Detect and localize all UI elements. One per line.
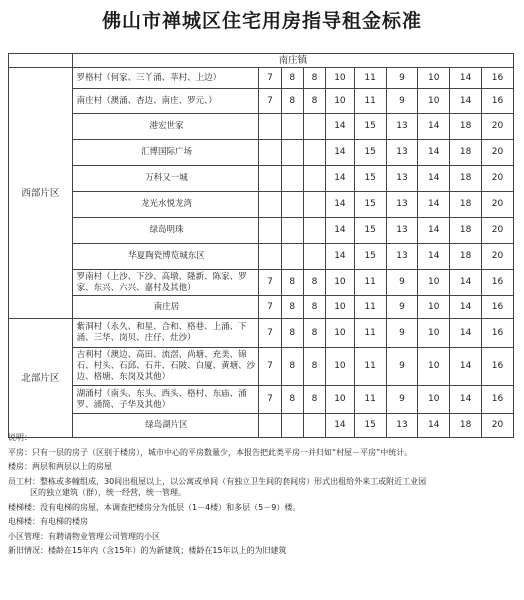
rent-value: 18 (450, 414, 482, 438)
rent-value: 14 (418, 192, 450, 218)
rent-value: 7 (259, 348, 281, 386)
rent-value: 8 (281, 319, 303, 348)
table-row (9, 218, 514, 244)
rent-value (259, 192, 281, 218)
rent-value: 13 (386, 192, 418, 218)
rent-value: 10 (326, 348, 355, 386)
rent-value: 14 (450, 319, 482, 348)
rent-value: 14 (326, 166, 355, 192)
note-staff-village: 员工村：整栋或多幢组成，30间出租屋以上，以公寓或单间（有独立卫生间的套间房）形式出租给外来工或附近工业园 (8, 476, 427, 486)
rent-value: 18 (450, 140, 482, 166)
table-row (9, 386, 514, 414)
rent-value (303, 192, 325, 218)
rent-value: 8 (281, 89, 303, 114)
rent-value: 8 (303, 386, 325, 414)
rent-value (281, 192, 303, 218)
location-name: 港宏世家 (72, 114, 259, 140)
rent-value: 14 (418, 218, 450, 244)
area-north: 北部片区 (9, 319, 73, 438)
town-header-row (9, 54, 514, 68)
rent-value: 14 (450, 270, 482, 296)
rent-value: 8 (303, 270, 325, 296)
rent-value: 11 (354, 270, 386, 296)
rent-value: 8 (303, 68, 325, 89)
location-name: 南庄居 (72, 296, 259, 319)
rent-value: 15 (354, 244, 386, 270)
rent-value: 8 (281, 296, 303, 319)
rent-value: 8 (303, 348, 325, 386)
rent-value: 7 (259, 296, 281, 319)
rent-value: 15 (354, 166, 386, 192)
rent-value (303, 218, 325, 244)
rent-value: 20 (482, 414, 514, 438)
rent-value: 10 (418, 270, 450, 296)
location-name: 紫洞村（永久、和星、合和、格巷、上涌、下涌、三华、岗贝、庄仔、灶沙） (72, 319, 259, 348)
rent-value (303, 166, 325, 192)
note-stair-building: 楼梯楼：没有电梯的房屋，本调查把楼房分为低层（1－4楼）和多层（5－9）楼。 (8, 502, 301, 512)
rent-value: 7 (259, 386, 281, 414)
rent-value: 7 (259, 89, 281, 114)
rent-value: 11 (354, 68, 386, 89)
rent-value: 15 (354, 218, 386, 244)
rent-value: 10 (326, 296, 355, 319)
rent-value (259, 114, 281, 140)
note-building: 楼房：两层和两层以上的房屋 (8, 462, 112, 471)
table-row (9, 89, 514, 114)
note-managed-community: 小区管理：有聘请物业管理公司管理的小区 (8, 531, 160, 541)
rent-value (303, 114, 325, 140)
rent-value: 9 (386, 68, 418, 89)
table-row (9, 296, 514, 319)
rent-value: 18 (450, 114, 482, 140)
rent-value (259, 166, 281, 192)
table-row (9, 68, 514, 89)
rent-value: 14 (326, 414, 355, 438)
town-name: 南庄镇 (72, 54, 513, 68)
rent-value: 10 (418, 296, 450, 319)
rent-value: 14 (450, 68, 482, 89)
rent-value: 14 (326, 140, 355, 166)
rent-value: 16 (482, 348, 514, 386)
notes-section (8, 432, 514, 560)
table-row (9, 348, 514, 386)
table-row (9, 270, 514, 296)
rent-value: 14 (326, 244, 355, 270)
rent-value: 11 (354, 386, 386, 414)
rent-value (259, 218, 281, 244)
rent-value: 13 (386, 140, 418, 166)
rent-value: 7 (259, 270, 281, 296)
rent-value: 8 (281, 386, 303, 414)
location-name: 华夏陶瓷博览城东区 (72, 244, 259, 270)
note-bungalow: 平房：只有一层的房子（区别于楼房），城市中心的平房数量少，本报告把此类平房一并归如“村屋－平房”中统计。 (8, 447, 413, 457)
rent-value (259, 140, 281, 166)
table-row (9, 244, 514, 270)
rent-value: 15 (354, 192, 386, 218)
rent-value: 10 (326, 319, 355, 348)
location-name: 吉利村（澳边、高田、流滘、尚塘、充美、锦石、村头、石邱、石井、石陂、白厦、黄塘、沙边、格塘、东岗及其他） (72, 348, 259, 386)
rent-value: 14 (450, 386, 482, 414)
rent-value: 10 (326, 386, 355, 414)
area-west: 西部片区 (9, 68, 73, 319)
location-name: 龙光水悦龙湾 (72, 192, 259, 218)
rent-value: 13 (386, 244, 418, 270)
rent-value: 9 (386, 89, 418, 114)
rent-value (281, 244, 303, 270)
rent-value (303, 140, 325, 166)
rent-value: 13 (386, 166, 418, 192)
rent-value: 8 (281, 348, 303, 386)
rent-value: 13 (386, 114, 418, 140)
rent-value (281, 140, 303, 166)
rent-value: 18 (450, 166, 482, 192)
rent-value: 15 (354, 140, 386, 166)
rent-value: 8 (303, 319, 325, 348)
rent-value: 9 (386, 386, 418, 414)
rent-value: 9 (386, 296, 418, 319)
rent-value: 7 (259, 68, 281, 89)
rent-value: 9 (386, 319, 418, 348)
note-building-age: 新旧情况：楼龄在15年内（含15年）的为新建筑；楼龄在15年以上的为旧建筑 (8, 546, 287, 555)
location-name: 罗格村（何家、三丫涌、莘村、上边） (72, 68, 259, 89)
table-row (9, 319, 514, 348)
rent-value: 18 (450, 244, 482, 270)
rent-value: 8 (281, 270, 303, 296)
rent-value: 15 (354, 414, 386, 438)
rent-value: 11 (354, 319, 386, 348)
rent-value: 10 (418, 319, 450, 348)
rent-value: 13 (386, 218, 418, 244)
rent-value: 16 (482, 296, 514, 319)
page-title: 佛山市禅城区住宅用房指导租金标准 (101, 10, 422, 32)
rent-value: 10 (326, 68, 355, 89)
rent-table (8, 53, 514, 438)
notes-heading: 说明： (8, 433, 32, 442)
location-name: 绿岛湖片区 (72, 414, 259, 438)
rent-value (281, 114, 303, 140)
rent-value: 14 (450, 296, 482, 319)
location-name: 罗南村（上沙、下沙、高墩、隆新、陈家、罗家、东兴、六兴、嘉村及其他） (72, 270, 259, 296)
rent-value: 8 (303, 296, 325, 319)
rent-value: 18 (450, 218, 482, 244)
rent-value: 10 (418, 386, 450, 414)
location-name: 汇博国际广场 (72, 140, 259, 166)
rent-value: 14 (326, 218, 355, 244)
rent-value: 18 (450, 192, 482, 218)
location-name: 绿岛明珠 (72, 218, 259, 244)
table-row (9, 166, 514, 192)
rent-value: 10 (418, 89, 450, 114)
rent-value: 10 (418, 68, 450, 89)
rent-value: 16 (482, 89, 514, 114)
rent-value (303, 244, 325, 270)
rent-value: 20 (482, 192, 514, 218)
rent-value: 10 (418, 348, 450, 386)
rent-value: 20 (482, 114, 514, 140)
rent-value: 20 (482, 166, 514, 192)
table-row (9, 140, 514, 166)
rent-value: 20 (482, 140, 514, 166)
rent-value: 9 (386, 270, 418, 296)
rent-value: 14 (418, 244, 450, 270)
rent-value (259, 244, 281, 270)
rent-value: 14 (418, 114, 450, 140)
location-name: 万科又一城 (72, 166, 259, 192)
rent-value: 10 (326, 89, 355, 114)
rent-value: 11 (354, 296, 386, 319)
rent-value: 8 (281, 68, 303, 89)
rent-value: 11 (354, 348, 386, 386)
rent-value: 15 (354, 114, 386, 140)
rent-value: 13 (386, 414, 418, 438)
rent-value: 16 (482, 319, 514, 348)
rent-value: 14 (450, 348, 482, 386)
town-header-blank (9, 54, 73, 68)
rent-value (281, 166, 303, 192)
table-row (9, 114, 514, 140)
rent-value: 14 (326, 114, 355, 140)
rent-value: 20 (482, 244, 514, 270)
table-row (9, 192, 514, 218)
location-name: 湖涌村（南头、东头、西头、格村、东庙、涌罗、涌简、子华及其他） (72, 386, 259, 414)
rent-value: 16 (482, 386, 514, 414)
rent-value: 9 (386, 348, 418, 386)
rent-value: 10 (326, 270, 355, 296)
rent-value: 16 (482, 270, 514, 296)
rent-value: 14 (418, 414, 450, 438)
rent-value: 8 (303, 89, 325, 114)
rent-value: 14 (418, 166, 450, 192)
rent-value: 7 (259, 319, 281, 348)
rent-value: 11 (354, 89, 386, 114)
rent-value: 16 (482, 68, 514, 89)
rent-value: 14 (418, 140, 450, 166)
note-elevator-building: 电梯楼：有电梯的楼房 (8, 517, 88, 526)
note-staff-village-cont: 区的独立建筑（群），统一经营，统一管理。 (30, 488, 186, 497)
location-name: 南庄村（澳涌、杏边、南庄、罗元、） (72, 89, 259, 114)
rent-value (281, 218, 303, 244)
rent-value: 20 (482, 218, 514, 244)
rent-value: 14 (450, 89, 482, 114)
rent-value: 14 (326, 192, 355, 218)
